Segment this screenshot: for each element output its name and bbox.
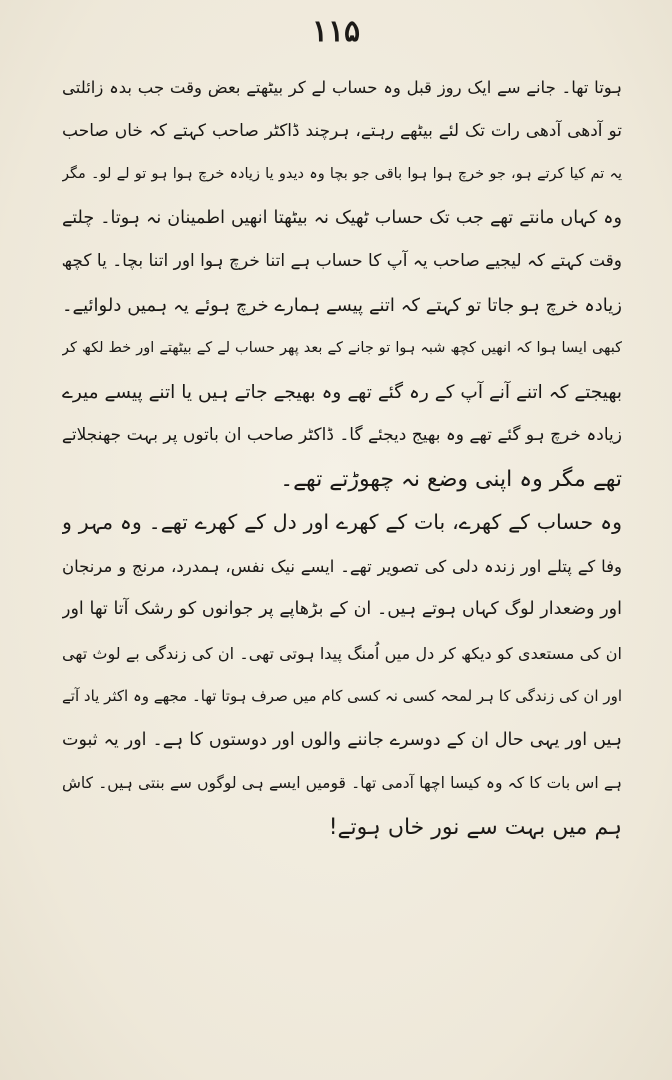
- text-line: تھے مگر وہ اپنی وضع نہ چھوڑتے تھے۔: [280, 466, 622, 492]
- text-line: ہوتا تھا۔ جانے سے ایک روز قبل وہ حساب لے کر بیٹھتے بعض وقت جب بدہ زائلتی: [62, 78, 622, 97]
- text-line: ان کی مستعدی کو دیکھ کر دل میں اُمنگ پیدا ہوتی تھی۔ ان کی زندگی بے لوث تھی: [62, 643, 622, 663]
- page-body-text: [62, 66, 622, 849]
- text-line: تو آدھی آدھی رات تک لئے بیٹھے رہتے، ہرچند ڈاکٹر صاحب کہتے کہ خاں صاحب: [62, 120, 622, 141]
- text-line: یہ تم کیا کرتے ہو، جو خرچ ہوا ہوا باقی جو بچا وہ دیدو یا زیادہ خرچ ہوا ہو تو لے لو۔ مگر: [62, 166, 622, 182]
- text-line: ہیں اور یہی حال ان کے دوسرے جاننے والوں اور دوستوں کا ہے۔ اور یہ ثبوت: [62, 729, 622, 750]
- page-number: ۱۱۵: [311, 14, 361, 49]
- text-line: ہم میں بہت سے نور خاں ہوتے!: [328, 814, 622, 840]
- text-line: زیادہ خرچ ہو گئے تھے وہ بھیج دیجئے گا۔ ڈاکٹر صاحب ان باتوں پر بہت جھنجلاتے: [62, 425, 622, 445]
- text-line: اور وضعدار لوگ کہاں ہوتے ہیں۔ ان کے بڑھاپے پر جوانوں کو رشک آتا تھا اور: [62, 599, 622, 619]
- paragraph-2: [62, 501, 622, 849]
- text-line: اور ان کی زندگی کا ہر لمحہ کسی نہ کسی کام میں صرف ہوتا تھا۔ مجھے وہ اکثر یاد آتے: [62, 687, 622, 705]
- text-line: وہ حساب کے کھرے، بات کے کھرے اور دل کے کھرے تھے۔ وہ مہر و: [62, 510, 622, 534]
- text-line: وفا کے پتلے اور زندہ دلی کی تصویر تھے۔ ایسے نیک نفس، ہمدرد، مرنج و مرنجان: [62, 556, 622, 576]
- text-line: ہے اس بات کا کہ وہ کیسا اچھا آدمی تھا۔ قومیں ایسے ہی لوگوں سے بنتی ہیں۔ کاش: [62, 774, 622, 792]
- paragraph-1: [62, 66, 622, 501]
- text-line: بھیجتے کہ اتنے آنے آپ کے رہ گئے تھے وہ بھیجے جاتے ہیں یا اتنے پیسے میرے: [62, 381, 622, 403]
- text-line: وہ کہاں مانتے تھے جب تک حساب ٹھیک نہ بیٹھتا انھیں اطمینان نہ ہوتا۔ چلتے: [62, 207, 622, 228]
- text-line: کبھی ایسا ہوا کہ انھیں کچھ شبہ ہوا تو جانے کے بعد پھر حساب لے کے بیٹھتے اور خط لکھ کر: [62, 340, 622, 356]
- text-line: زیادہ خرچ ہو جاتا تو کہتے کہ اتنے پیسے ہمارے خرچ ہوئے یہ ہمیں دلوائیے۔: [62, 294, 622, 316]
- text-line: وقت کہتے کہ لیجیے صاحب یہ آپ کا حساب ہے اتنا خرچ ہوا اور اتنا بچا۔ یا کچھ: [62, 251, 622, 271]
